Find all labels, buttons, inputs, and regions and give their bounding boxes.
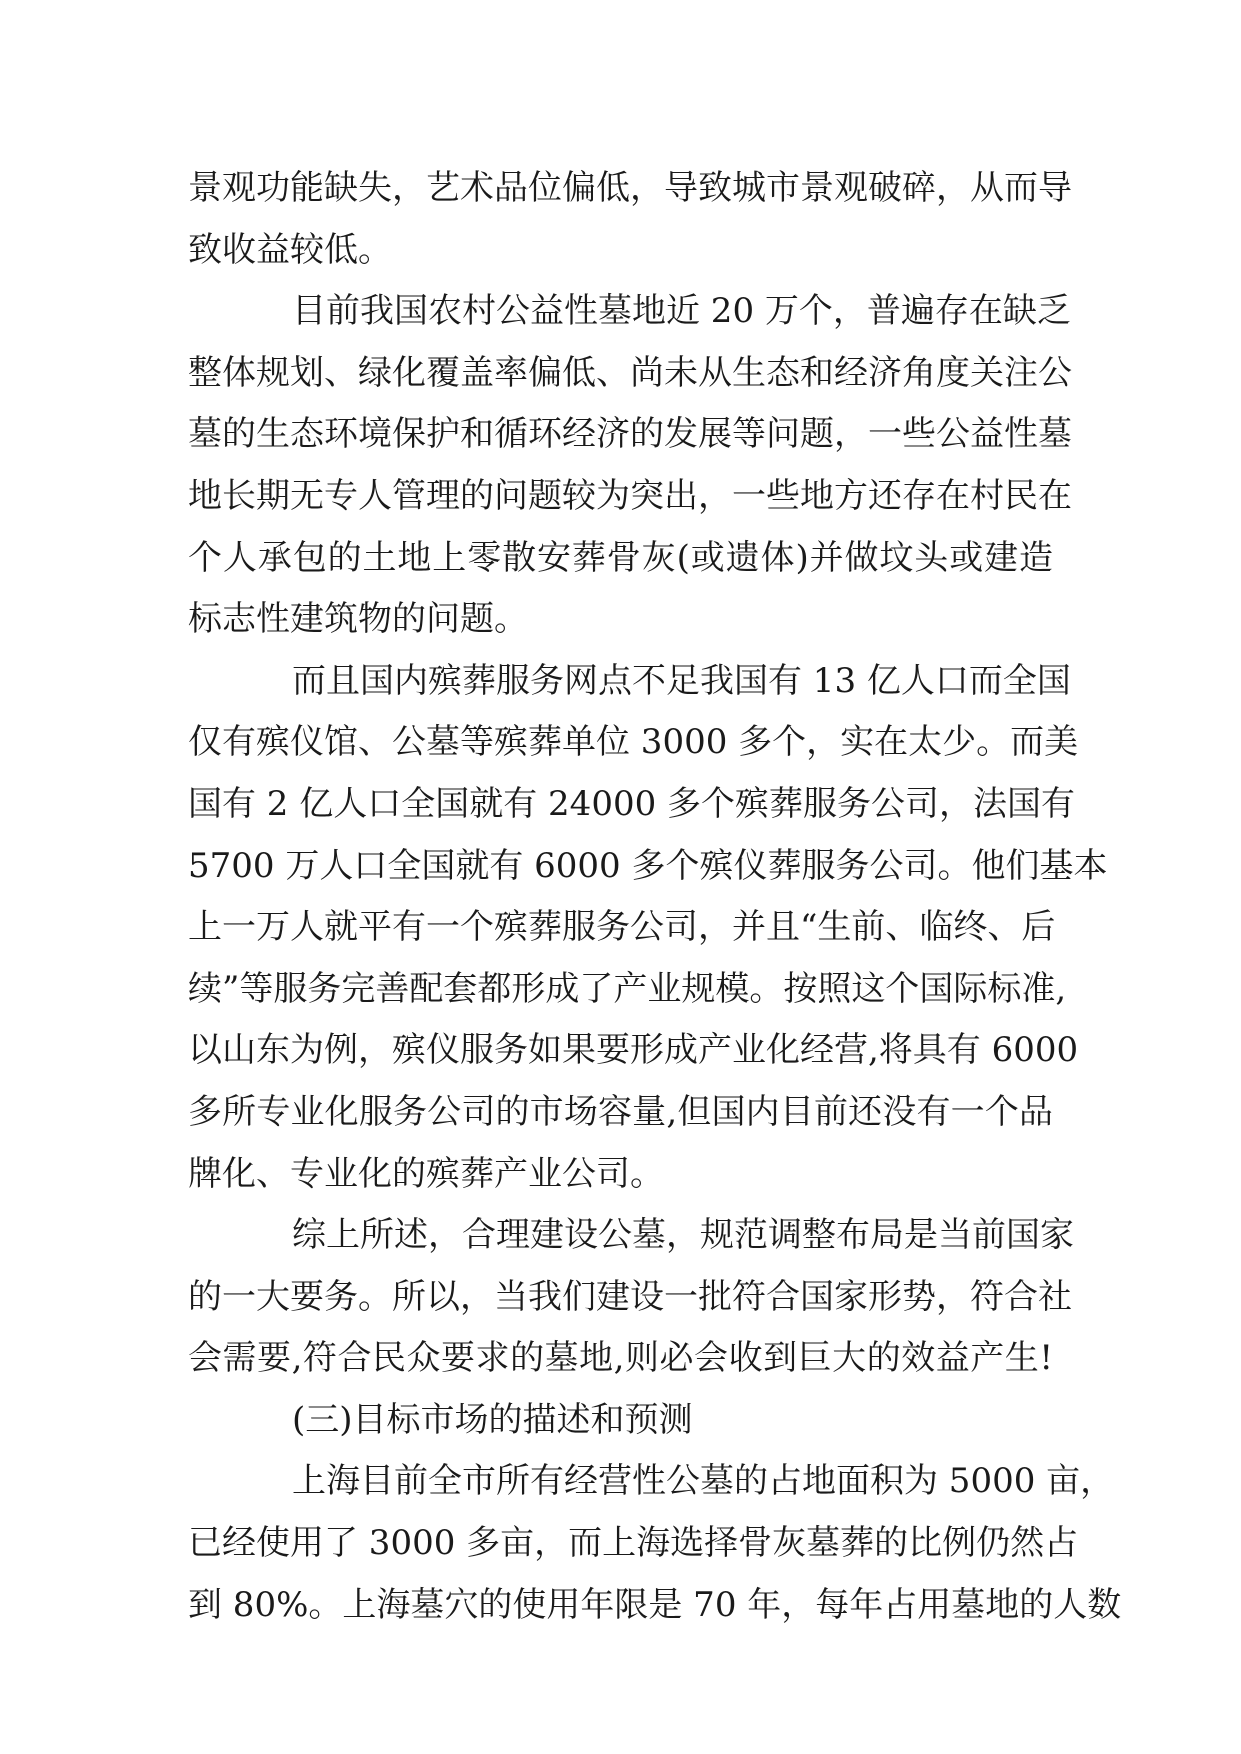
text-line: 的一大要务。所以，当我们建设一批符合国家形势，符合社: [188, 1276, 1072, 1317]
text-line: 牌化、专业化的殡葬产业公司。: [188, 1153, 664, 1194]
text-line: 上一万人就平有一个殡葬服务公司，并且“生前、临终、后: [188, 907, 1056, 948]
text-line: 墓的生态环境保护和循环经济的发展等问题，一些公益性墓: [188, 414, 1072, 455]
text-line: 以山东为例，殡仪服务如果要形成产业化经营,将具有 6000: [188, 1030, 1079, 1071]
paragraph-start-line: 目前我国农村公益性墓地近 20 万个，普遍存在缺乏: [292, 291, 1071, 332]
text-line: 个人承包的土地上零散安葬骨灰(或遗体)并做坟头或建造: [188, 537, 1053, 578]
paragraph-start-line: 上海目前全市所有经营性公墓的占地面积为 5000 亩，: [292, 1461, 1115, 1502]
text-line: 标志性建筑物的问题。: [188, 599, 528, 640]
text-line: 多所专业化服务公司的市场容量,但国内目前还没有一个品: [188, 1091, 1053, 1132]
text-line: 国有 2 亿人口全国就有 24000 多个殡葬服务公司，法国有: [188, 783, 1076, 824]
section-heading: (三)目标市场的描述和预测: [292, 1399, 693, 1440]
text-line: 景观功能缺失，艺术品位偏低，导致城市景观破碎，从而导: [188, 168, 1072, 208]
text-line: 整体规划、绿化覆盖率偏低、尚未从生态和经济角度关注公: [188, 352, 1072, 393]
paragraph-start-line: 而且国内殡葬服务网点不足我国有 13 亿人口而全国: [292, 660, 1071, 701]
text-line: 会需要,符合民众要求的墓地,则必会收到巨大的效益产生!: [188, 1338, 1053, 1379]
text-line: 到 80%。上海墓穴的使用年限是 70 年，每年占用墓地的人数: [188, 1584, 1122, 1625]
text-line: 5700 万人口全国就有 6000 多个殡仪葬服务公司。他们基本: [188, 845, 1108, 886]
text-line: 仅有殡仪馆、公墓等殡葬单位 3000 多个，实在太少。而美: [188, 722, 1079, 763]
text-line: 致收益较低。: [188, 229, 392, 270]
text-line: 已经使用了 3000 多亩，而上海选择骨灰墓葬的比例仍然占: [188, 1523, 1079, 1564]
text-line: 续”等服务完善配套都形成了产业规模。按照这个国际标准,: [188, 968, 1067, 1009]
paragraph-start-line: 综上所述，合理建设公墓，规范调整布局是当前国家: [292, 1215, 1074, 1256]
document-body: [188, 158, 1122, 1636]
text-line: 地长期无专人管理的问题较为突出，一些地方还存在村民在: [188, 475, 1072, 516]
